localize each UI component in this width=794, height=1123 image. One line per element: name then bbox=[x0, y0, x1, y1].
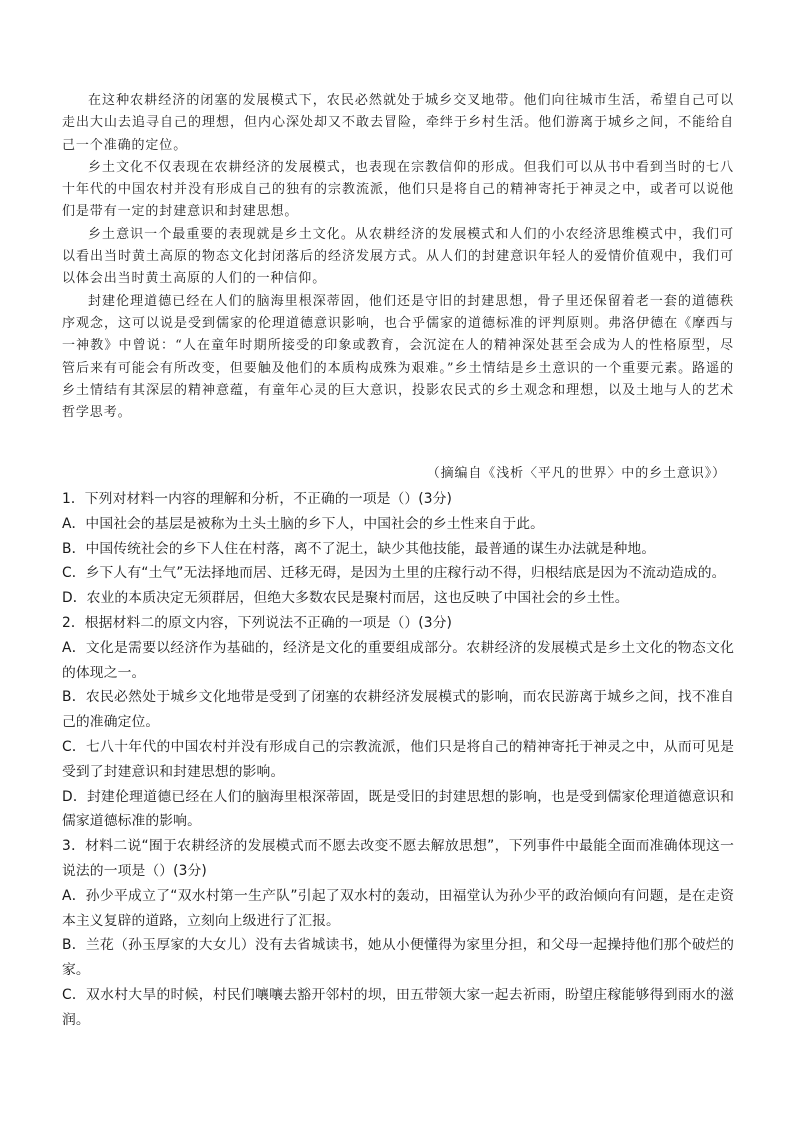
passage-paragraph: 乡土意识一个最重要的表现就是乡土文化。从农耕经济的发展模式和人们的小农经济思维模式中，我们可以看出当时黄土高原的物态文化封闭落后的经济发展方式。从人们的封建意识年轻人的爱情价值观中，我们可以体会出当时黄土高原的人们的一种信仰。 bbox=[62, 226, 734, 287]
option-b: B．中国传统社会的乡下人住在村落，离不了泥土，缺少其他技能，最普通的谋生办法就是种地。 bbox=[62, 540, 656, 557]
option-c: C．乡下人有“土气”无法择地而居、迁移无碍，是因为土里的庄稼行动不得，归根结底是因为不流动造成的。 bbox=[62, 565, 726, 582]
question-stem: 2．根据材料二的原文内容，下列说法不正确的一项是（）(3分) bbox=[62, 614, 453, 631]
option-b: B．兰花（孙玉厚家的大女儿）没有去省城读书，她从小便懂得为家里分担，和父母一起操持他们那个破烂的家。 bbox=[62, 937, 734, 979]
passage-paragraph: 乡土文化不仅表现在农耕经济的发展模式，也表现在宗教信仰的形成。但我们可以从书中看到当时的七八十年代的中国农村并没有形成自己的独有的宗教流派，他们只是将自己的精神寄托于神灵之中，或者可以说他们是带有一定的封建意识和封建思想。 bbox=[62, 159, 734, 220]
question-1 bbox=[62, 487, 734, 611]
passage-paragraph: 封建伦理道德已经在人们的脑海里根深蒂固，他们还是守旧的封建思想，骨子里还保留着老一套的道德秩序观念，这可以说是受到儒家的伦理道德意识影响，也合乎儒家的道德标准的评判原则。弗洛伊德在《摩西与一神教》中曾说：“人在童年时期所接受的印象或教育，会沉淀在人的精神深处甚至会成为人的性格原型，尽管后来有可能会有所改变，但要触及他们的本质构成殊为艰难。”乡土情结是乡土意识的一个重要元素。路遥的乡土情结有其深层的精神意蕴，有童年心灵的巨大意识，投影农民式的乡土观念和理想，以及土地与人的艺术哲学思考。 bbox=[62, 293, 734, 421]
option-a: A．孙少平成立了“双水村第一生产队”引起了双水村的轰动，田福堂认为孙少平的政治倾向有问题，是在走资本主义复辟的道路，立刻向上级进行了汇报。 bbox=[62, 887, 734, 929]
question-stem: 1．下列对材料一内容的理解和分析，不正确的一项是（）(3分) bbox=[62, 491, 453, 507]
question-2 bbox=[62, 611, 734, 834]
passage-paragraph: 在这种农耕经济的闭塞的发展模式下，农民必然就处于城乡交叉地带。他们向往城市生活，希望自己可以走出大山去追寻自己的理想，但内心深处却又不敢去冒险，牵绊于乡村生活。他们游离于城乡之间，不能给自己一个准确的定位。 bbox=[62, 93, 734, 153]
option-d: D．农业的本质决定无须群居，但绝大多数农民是聚村而居，这也反映了中国社会的乡土性。 bbox=[62, 590, 629, 607]
option-c: C．双水村大旱的时候，村民们嚷嚷去豁开邻村的坝，田五带领大家一起去祈雨，盼望庄稼能够得到雨水的滋润。 bbox=[62, 986, 734, 1028]
question-stem: 3．材料二说“囿于农耕经济的发展模式而不愿去改变不愿去解放思想”，下列事件中最能全面而准确体现这一说法的一项是（）(3分) bbox=[62, 838, 734, 879]
question-3 bbox=[62, 834, 734, 1032]
option-a: A．中国社会的基层是被称为土头土脑的乡下人，中国社会的乡土性来自于此。 bbox=[62, 515, 545, 532]
option-a: A．文化是需要以经济作为基础的，经济是文化的重要组成部分。农耕经济的发展模式是乡土文化的物态文化的体现之一。 bbox=[62, 639, 734, 681]
option-b: B．农民必然处于城乡文化地带是受到了闭塞的农耕经济发展模式的影响，而农民游离于城乡之间，找不准自己的准确定位。 bbox=[62, 689, 734, 731]
passage-source: （摘编自《浅析〈平凡的世界〉中的乡土意识》） bbox=[426, 466, 726, 481]
question-list bbox=[62, 487, 734, 1033]
passage bbox=[62, 90, 734, 424]
option-d: D．封建伦理道德已经在人们的脑海里根深蒂固，既是受旧的封建思想的影响，也是受到儒家伦理道德意识和儒家道德标准的影响。 bbox=[62, 788, 734, 830]
option-c: C．七八十年代的中国农村并没有形成自己的宗教流派，他们只是将自己的精神寄托于神灵之中，从而可见是受到了封建意识和封建思想的影响。 bbox=[62, 738, 734, 780]
